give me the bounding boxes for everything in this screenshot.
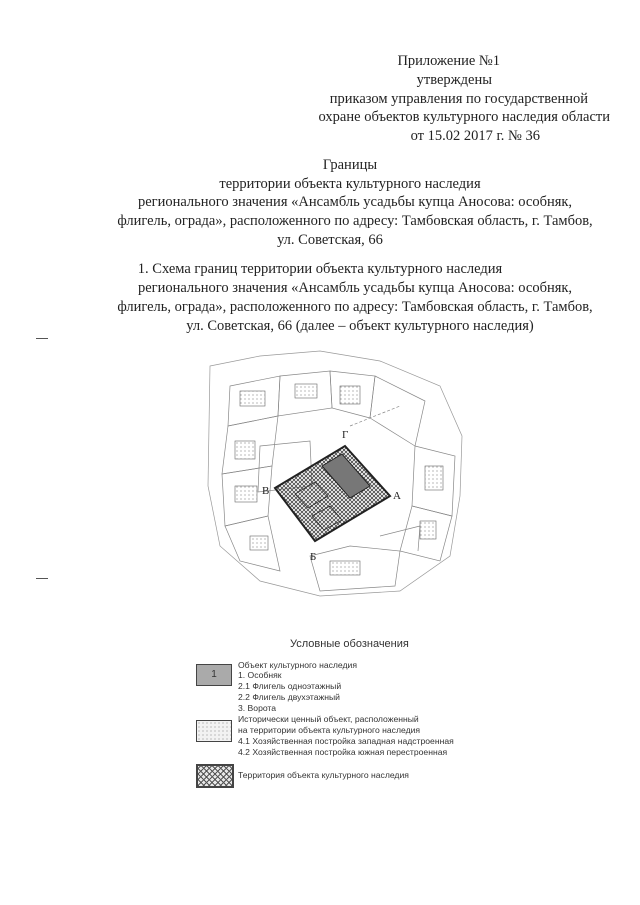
order-date-number: от 15.02 2017 г. № 36: [410, 128, 540, 144]
legend-text: 4.2 Хозяйственная постройка южная перестроенная: [238, 747, 448, 757]
section-1-line-3: флигель, ограда», расположенного по адресу: Тамбовская область, г. Тамбов,: [117, 299, 593, 315]
point-label-v: В: [262, 485, 270, 497]
legend-text: 4.1 Хозяйственная постройка западная надстроенная: [238, 736, 454, 746]
legend-text: 2.1 Флигель одноэтажный: [238, 681, 342, 691]
legend-item-territory: [196, 764, 496, 790]
legend-title: Условные обозначения: [290, 638, 409, 650]
legend-text: 1. Особняк: [238, 670, 282, 680]
approved-label: утверждены: [416, 72, 492, 88]
order-line: приказом управления по государственной: [329, 91, 588, 107]
doc-subtitle-3: флигель, ограда», расположенного по адресу: Тамбовская область, г. Тамбов,: [117, 213, 593, 229]
legend-swatch-label: 1: [211, 669, 217, 680]
heritage-territory: [275, 446, 390, 541]
point-label-a: А: [393, 490, 401, 502]
legend-swatch-territory: [196, 764, 234, 788]
section-1-line-1: 1. Схема границ территории объекта культурного наследия: [137, 261, 503, 277]
section-1-line-4: ул. Советская, 66 (далее – объект культурного наследия): [186, 318, 534, 334]
appendix-number: Приложение №1: [397, 53, 500, 69]
cadastral-map: [200, 346, 470, 598]
legend-swatch-object: [196, 664, 232, 686]
legend-text: Исторически ценный объект, расположенный: [238, 714, 419, 724]
doc-title: Границы: [322, 157, 378, 173]
order-authority: охране объектов культурного наследия области: [318, 109, 610, 125]
doc-subtitle-4: ул. Советская, 66: [277, 232, 383, 248]
legend-item-heritage-object: [196, 660, 496, 722]
margin-mark: [36, 578, 48, 579]
legend-text: 3. Ворота: [238, 703, 277, 713]
doc-subtitle-2: регионального значения «Ансамбль усадьбы купца Аносова: особняк,: [137, 194, 573, 210]
section-1-line-2: регионального значения «Ансамбль усадьбы купца Аносова: особняк,: [137, 280, 573, 296]
point-label-g: Г: [342, 429, 349, 441]
point-label-b: Б: [310, 551, 317, 563]
legend-text: 2.2 Флигель двухэтажный: [238, 692, 340, 702]
legend-item-historic-object: [196, 714, 496, 762]
legend-text: Территория объекта культурного наследия: [238, 770, 409, 780]
legend-text: на территории объекта культурного наследия: [238, 725, 421, 735]
legend-swatch-historic: [196, 720, 232, 742]
margin-mark: [36, 338, 48, 339]
doc-subtitle-1: территории объекта культурного наследия: [219, 176, 481, 192]
legend-text: Объект культурного наследия: [238, 660, 357, 670]
